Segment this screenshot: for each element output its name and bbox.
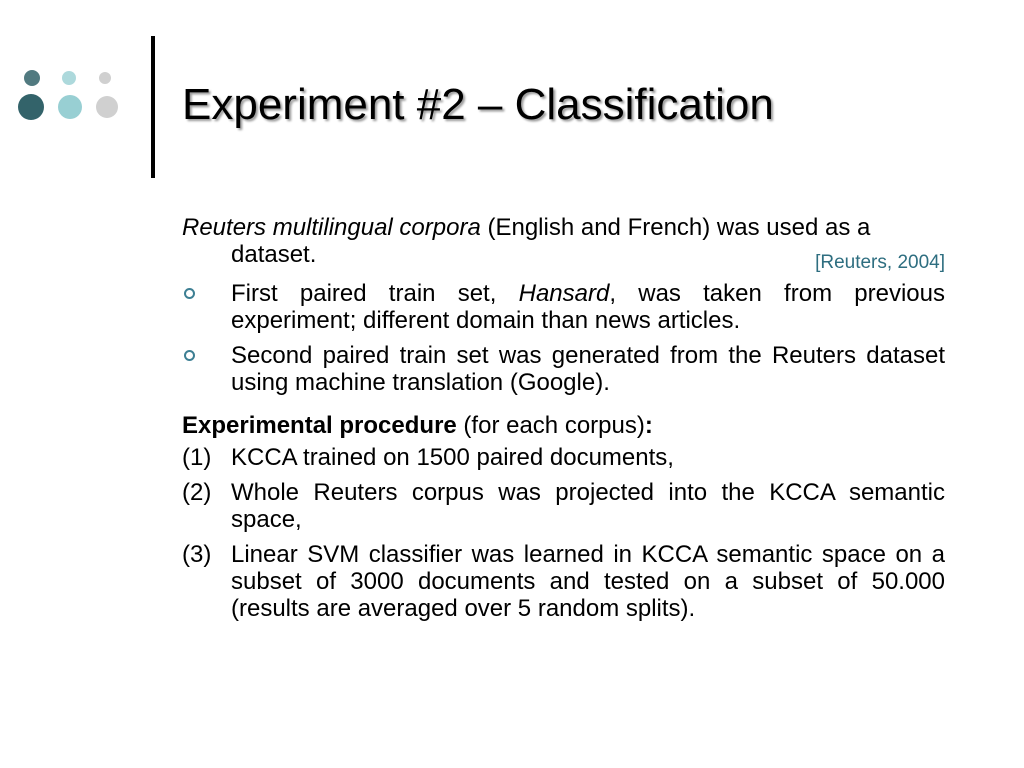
dot-tiny-2 bbox=[62, 71, 76, 85]
dot-large-3 bbox=[96, 96, 118, 118]
dot-tiny-1 bbox=[24, 70, 40, 86]
bullet-circle-icon bbox=[184, 288, 195, 299]
slide-title: Experiment #2 – Classification bbox=[182, 80, 774, 129]
procedure-steps bbox=[182, 444, 945, 622]
procedure-heading-colon: : bbox=[644, 412, 653, 439]
step-number: (3) bbox=[182, 541, 212, 568]
procedure-heading bbox=[182, 412, 945, 439]
bullet-item bbox=[182, 280, 945, 334]
step-number: (1) bbox=[182, 444, 212, 471]
dot-large-1 bbox=[18, 94, 44, 120]
intro-paragraph bbox=[182, 214, 945, 273]
bullet-item bbox=[182, 342, 945, 396]
step-text: KCCA trained on 1500 paired documents, bbox=[231, 444, 674, 471]
step-text: Linear SVM classifier was learned in KCCA semantic space on a subset of 3000 documents and tested on a subset of 50.000 (results are averaged over 5 random splits). bbox=[231, 541, 945, 622]
intro-text: (English and French) was used as a dataset. bbox=[231, 214, 871, 268]
bullet-circle-icon bbox=[184, 350, 195, 361]
step-number: (2) bbox=[182, 479, 212, 506]
citation: [Reuters, 2004] bbox=[815, 252, 945, 273]
bullet-text-before: Second paired train set was generated from the Reuters dataset using machine translation (Google). bbox=[231, 342, 945, 396]
procedure-step bbox=[182, 541, 945, 622]
bullet-text-before: First paired train set, bbox=[231, 280, 519, 307]
slide-content bbox=[182, 214, 945, 630]
dot-large-2 bbox=[58, 95, 82, 119]
bullet-list bbox=[182, 280, 945, 396]
dot-tiny-3 bbox=[99, 72, 111, 84]
procedure-step bbox=[182, 479, 945, 533]
intro-italic: Reuters multilingual corpora bbox=[182, 214, 481, 241]
bullet-text-after: , was taken from previous experiment; different domain than news articles. bbox=[231, 280, 945, 334]
procedure-heading-rest: (for each corpus) bbox=[456, 412, 645, 439]
bullet-text-italic: Hansard bbox=[518, 280, 610, 307]
step-text: Whole Reuters corpus was projected into the KCCA semantic space, bbox=[231, 479, 945, 533]
title-divider bbox=[151, 36, 155, 178]
decorative-dots bbox=[0, 0, 140, 160]
procedure-step bbox=[182, 444, 945, 471]
procedure-heading-bold: Experimental procedure bbox=[182, 412, 457, 439]
